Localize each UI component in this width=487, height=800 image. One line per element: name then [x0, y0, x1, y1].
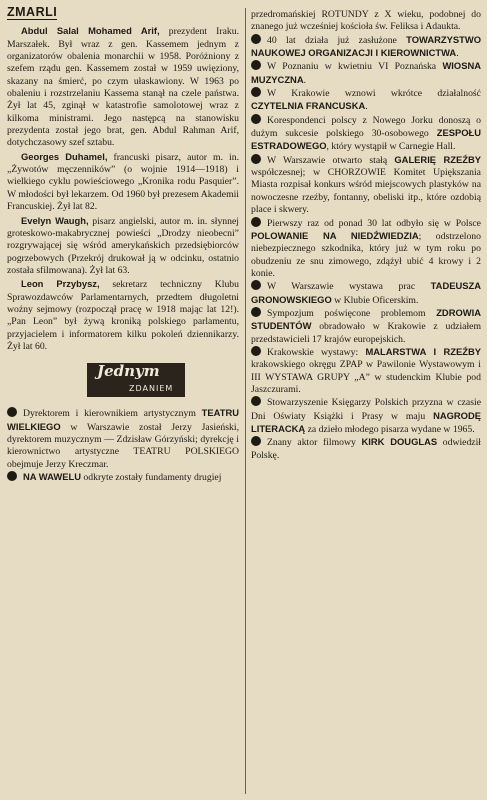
obituary-arif: Abdul Salal Mohamed Arif, prezydent Iraku. Marszałek. Był wraz z gen. Kassemem jednym z organizatorów obalenia monarchii w 1958. Poróżniony z szefem rządu gen. Kassemem został w 1959 uwięziony, skazany na śmierć, po czym ułaskawiony. W 1963 po obaleniu i rozstrzelaniu Kassema stanął na czele państwa. Żył lat 45, zginął w katastrofie samolotowej wraz z kilkoma ministrami. Jego następcą na stanowisku prezydenta został jego brat, gen. Abdul Rahman Arif, dotychczasowy szef sztabu.: [7, 25, 239, 149]
bullet-icon: [251, 346, 261, 356]
section-title: ZMARLI: [7, 5, 58, 19]
news-item-galeria: W Warszawie otwarto stałą GALERIĘ RZEŹBY współczesnej; w CHORZOWIE Komitet Upiększania Miasta rozpisał konkurs wśród miejscowych plastyków na nowoczesne rzeźby, fontanny, obeliski itp., które ozdobią place i skwery.: [251, 153, 481, 216]
news-item-wystawy: Krakowskie wystawy: MALARSTWA I RZEŹBY krakowskiego okręgu ZPAP w Pawilonie Wystawowym i III WYSTAWA GRUPY „A” w studenckim Klubie pod Jaszczurami.: [251, 345, 481, 395]
news-item-polowanie: Pierwszy raz od ponad 30 lat odbyło się w Polsce POLOWANIE NA NIEDŹWIEDZIA; odstrzelono niebezpiecznego szkodnika, który już w tym roku po obudzeniu ze snu zimowego, zdążył ubić 4 krowy i 2 konie.: [251, 217, 481, 279]
bullet-icon: [251, 436, 261, 446]
bullet-icon: [251, 396, 261, 406]
jednym-zdaniem-logo: [87, 363, 185, 397]
obituary-waugh: Evelyn Waugh, pisarz angielski, autor m. in. słynnej groteskowo-makabrycznej powieści „Drodzy nieobecni” rozgrywającej się wśród amerykańskich przedsiębiorców pogrzebowych (Przekrój drukował ją w odcinku, ostatnio została sfilmowana). Żył lat 63.: [7, 214, 239, 276]
news-item-nagroda: Stowarzyszenie Księgarzy Polskich przyzna w czasie Dni Oświaty Książki i Prasy w maju NAGRODĘ LITERACKĄ za dzieło młodego pisarza wydane w 1965.: [251, 397, 481, 435]
bullet-icon: [251, 280, 261, 290]
bullet-icon: [251, 154, 261, 164]
bullet-icon: [251, 87, 261, 97]
news-item-teatr: Dyrektorem i kierownikiem artystycznym TEATRU WIELKIEGO w Warszawie został Jerzy Jasieński, dyrektorem muzycznym — Zdzisław Górzyński; dyrekcję i kierownictwo artystyczne TEATRU POLSKIEGO obejmuje Jerzy Kreczmar.: [7, 407, 239, 470]
bullet-icon: [7, 471, 17, 481]
right-column: [251, 9, 481, 462]
news-item-douglas: Znany aktor filmowy KIRK DOUGLAS odwiedził Polskę.: [251, 436, 481, 461]
news-item-sympozjum: Sympozjum poświęcone problemom ZDROWIA STUDENTÓW obradowało w Krakowie z udziałem przedstawicieli 17 krajów europejskich.: [251, 306, 481, 345]
obituary-duhamel: Georges Duhamel, francuski pisarz, autor m. in. „Żywotów męczenników” (o wojnie 1914—1918) i wielkiego cyklu powieściowego „Kronika rodu Pasquier”. W młodości był lekarzem. Od 1960 był prezesem Akademii Francuskiej. Żył lat 82.: [7, 150, 239, 213]
left-column: [7, 6, 239, 484]
logo-top-text: Jednym: [97, 362, 160, 381]
bullet-icon: [251, 114, 261, 124]
column-divider: [245, 8, 246, 794]
bullet-icon: [251, 307, 261, 317]
news-item-wiosna: W Poznaniu w kwietniu VI Poznańska WIOSNA MUZYCZNA.: [251, 60, 481, 86]
news-item-towarzystwo: 40 lat działa już zasłużone TOWARZYSTWO NAUKOWEJ ORGANIZACJI I KIEROWNICTWA.: [251, 33, 481, 60]
obituary-przybysz: Leon Przybysz, sekretarz techniczny Klubu Sprawozdawców Parlamentarnych, przedtem długoletni woźny sejmowy (rozpoczął pracę w 1918 mając lat 12!). „Pan Leon” był żywą kroniką polskiego parlamentu, przyjacielem i informatorem kilku pokoleń dziennikarzy. Żył lat 60.: [7, 278, 239, 352]
news-item-wawel: NA WAWELU odkryte zostały fundamenty drugiej: [7, 471, 239, 484]
news-item-gronowski: W Warszawie wystawa prac TADEUSZA GRONOWSKIEGO w Klubie Oficerskim.: [251, 280, 481, 306]
news-item-czytelnia: W Krakowie wznowi wkrótce działalność CZYTELNIA FRANCUSKA.: [251, 88, 481, 113]
bullet-icon: [251, 34, 261, 44]
news-item-wawel-continued: przedromańskiej ROTUNDY z X wieku, podobnej do znanego już wcześniej kościoła św. Feliksa i Adaukta.: [251, 9, 481, 33]
bullet-icon: [7, 407, 17, 417]
logo-bottom-text: ZDANIEM: [129, 384, 174, 394]
bullet-icon: [251, 217, 261, 227]
news-item-zespol: Korespondenci polscy z Nowego Jorku donoszą o dużym sukcesie polskiego 30-osobowego ZESPOŁU ESTRADOWEGO, który wystąpił w Carnegie Hall.: [251, 114, 481, 153]
bullet-icon: [251, 60, 261, 70]
